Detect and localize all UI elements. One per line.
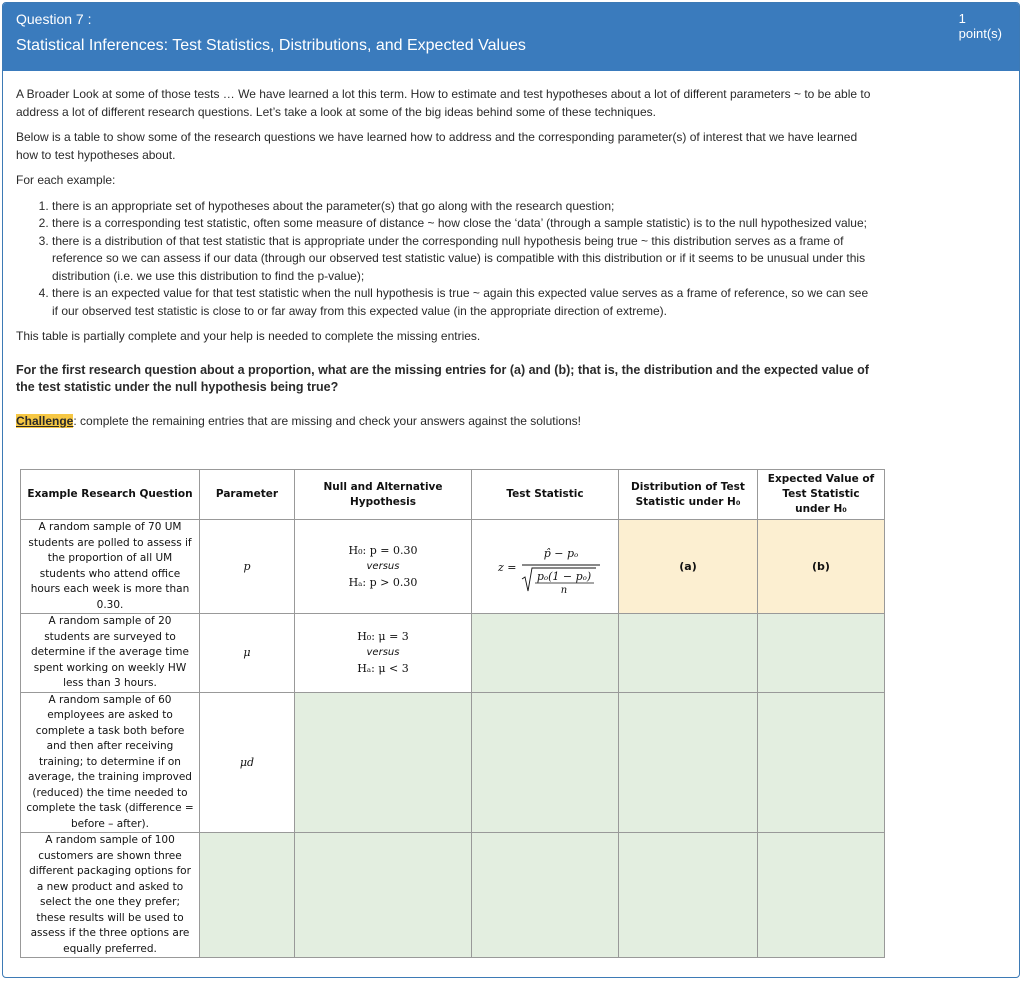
- challenge-text: : complete the remaining entries that are missing and check your answers against the solutions!: [73, 413, 581, 428]
- table-row: [21, 692, 885, 833]
- alt-hypothesis: Hₐ: μ < 3: [357, 661, 409, 675]
- alt-hypothesis: Hₐ: p > 0.30: [348, 575, 418, 589]
- hypotheses-cell: [295, 520, 472, 614]
- versus-label: versus: [366, 560, 400, 572]
- question-header: [3, 3, 1019, 71]
- distribution-cell-missing[interactable]: (a): [619, 520, 758, 614]
- intro-paragraph: A Broader Look at some of those tests … We have learned a lot this term. How to estimate and test hypotheses about a lot of different parameters ~ to be able to address a lot of different research questions. Let’s take a look at some of the big ideas behind some of these techniques.: [16, 87, 871, 119]
- expected-value-cell-missing[interactable]: [758, 692, 885, 833]
- points-value: 1: [958, 11, 966, 26]
- table-header-row: [21, 470, 885, 520]
- distribution-cell-missing[interactable]: [619, 692, 758, 833]
- challenge-label: Challenge: [16, 413, 74, 428]
- list-item: 3. there is a distribution of that test statistic that is appropriate under the corresponding null hypothesis being true ~ this distribution serves as a frame of reference so we can assess if our data (through our observed test statistic value) is compatible with this distribution or if it seems to be unusual under this distribution (i.e. we use this distribution to find the p-value);: [52, 233, 871, 286]
- versus-label: versus: [366, 646, 400, 658]
- parameter-cell: μd: [200, 692, 295, 833]
- challenge-line: [16, 413, 871, 431]
- parameter-cell: p: [200, 520, 295, 614]
- header-question: Example Research Question: [21, 470, 200, 520]
- z-statistic-formula: [472, 535, 618, 595]
- research-question: A random sample of 70 UM students are polled to assess if the proportion of all UM students who attend office hours each week is more than 0.30.: [21, 520, 200, 614]
- test-statistic-cell-missing[interactable]: [472, 692, 619, 833]
- null-hypothesis: H₀: p = 0.30: [348, 543, 418, 557]
- list-item: 1. there is an appropriate set of hypotheses about the parameter(s) that go along with the research question;: [52, 198, 871, 216]
- header-distribution: Distribution of Test Statistic under H₀: [619, 470, 758, 520]
- research-question: A random sample of 100 customers are shown three different packaging options for a new product and asked to select the one they prefer; these results will be used to assess if the three options are equally preferred.: [21, 833, 200, 958]
- header-test-statistic: Test Statistic: [472, 470, 619, 520]
- intro-paragraph: For each example:: [16, 173, 116, 187]
- research-question: A random sample of 60 employees are asked to complete a task both before and then after receiving training; to determine if on average, the training improved (reduced) the time needed to complete the task (difference = before – after).: [21, 692, 200, 833]
- hypotheses-cell-missing[interactable]: [295, 692, 472, 833]
- distribution-cell-missing[interactable]: [619, 614, 758, 693]
- formula-numerator: p̂ − pₒ: [543, 547, 579, 560]
- null-hypothesis: H₀: μ = 3: [357, 629, 409, 643]
- formula-den-inner: pₒ(1 − pₒ): [536, 570, 592, 583]
- list-item: 4. there is an expected value for that test statistic when the null hypothesis is true ~ again this expected value serves as a frame of reference, so we can see if our observed test statistic is close to or far away from this expected value (in the appropriate direction of extreme).: [52, 285, 871, 320]
- table-row: [21, 833, 885, 958]
- parameter-cell-missing[interactable]: [200, 833, 295, 958]
- hypotheses-cell: [295, 614, 472, 693]
- table-row: [21, 614, 885, 693]
- question-card: [2, 2, 1020, 978]
- question-body: [16, 86, 871, 438]
- table-row: [21, 520, 885, 614]
- expected-value-cell-missing[interactable]: [758, 833, 885, 958]
- hypotheses-cell-missing[interactable]: [295, 833, 472, 958]
- test-statistic-cell-missing[interactable]: [472, 614, 619, 693]
- intro-paragraph: This table is partially complete and your help is needed to complete the missing entries.: [16, 329, 481, 343]
- formula-z: z =: [498, 561, 517, 574]
- list-item: 2. there is a corresponding test statistic, often some measure of distance ~ how close the ‘data’ (through a sample statistic) is to the null hypothesized value;: [52, 215, 871, 233]
- expected-value-cell-missing[interactable]: (b): [758, 520, 885, 614]
- points-label: point(s): [958, 26, 1002, 41]
- parameter-cell: μ: [200, 614, 295, 693]
- test-statistic-cell: [472, 520, 619, 614]
- formula-den-n: n: [560, 585, 568, 595]
- example-list: [16, 198, 871, 321]
- distribution-cell-missing[interactable]: [619, 833, 758, 958]
- expected-value-cell-missing[interactable]: [758, 614, 885, 693]
- research-question: A random sample of 20 students are surveyed to determine if the average time spent working on weekly HW less than 3 hours.: [21, 614, 200, 693]
- question-title: Statistical Inferences: Test Statistics, Distributions, and Expected Values: [16, 37, 526, 54]
- intro-paragraph: Below is a table to show some of the research questions we have learned how to address and the corresponding parameter(s) of interest that we have learned how to test hypotheses about.: [16, 130, 858, 162]
- inference-table: [20, 469, 885, 958]
- header-hypotheses: Null and Alternative Hypothesis: [295, 470, 472, 520]
- header-expected-value: Expected Value of Test Statistic under H₀: [758, 470, 885, 520]
- points-badge: [959, 11, 1002, 41]
- question-prompt: For the first research question about a proportion, what are the missing entries for (a) and (b); that is, the distribution and the expected value of the test statistic under the null hypothesis being true?: [16, 362, 869, 394]
- test-statistic-cell-missing[interactable]: [472, 833, 619, 958]
- question-number: Question 7 :: [16, 11, 92, 27]
- header-parameter: Parameter: [200, 470, 295, 520]
